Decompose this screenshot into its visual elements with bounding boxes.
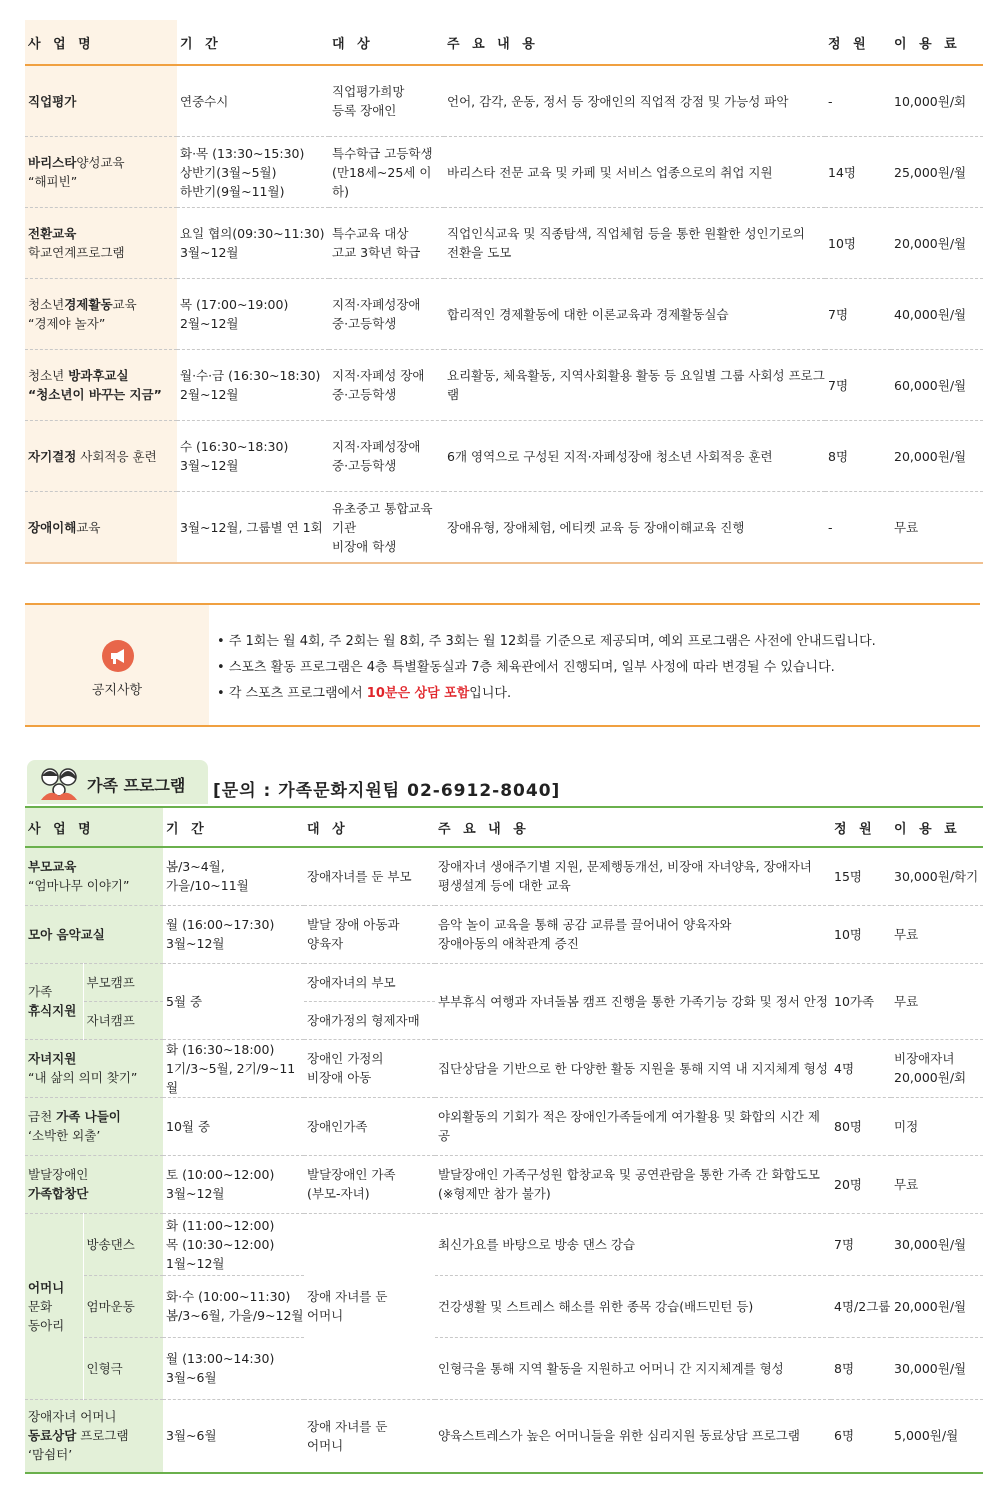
program-period: 수 (16:30~18:30) 3월~12월 xyxy=(177,421,329,492)
table-row xyxy=(25,1039,983,1097)
program-fee: 60,000원/월 xyxy=(891,350,983,421)
family-program-tab xyxy=(27,760,208,804)
program-content: 인형극을 통해 지역 활동을 지원하고 어머니 간 지지체계를 형성 xyxy=(435,1337,831,1399)
program-fee: 무료 xyxy=(891,492,983,564)
col-header-target: 대 상 xyxy=(329,20,444,65)
program-name: 발달장애인 가족합창단 xyxy=(25,1155,163,1213)
col-header-capacity: 정 원 xyxy=(825,20,891,65)
table-row xyxy=(25,1275,983,1337)
program-name: 장애자녀 어머니 동료상담 프로그램 ‘맘쉼터’ xyxy=(25,1399,163,1473)
program-capacity: 80명 xyxy=(831,1097,891,1155)
program-name: 모아 음악교실 xyxy=(25,905,163,963)
program-capacity: 10명 xyxy=(831,905,891,963)
program-group-name: 어머니 문화 동아리 xyxy=(25,1213,83,1399)
program-capacity: 6명 xyxy=(831,1399,891,1473)
program-period: 10월 중 xyxy=(163,1097,304,1155)
col-header-name: 사 업 명 xyxy=(25,20,177,65)
table-header-row xyxy=(25,807,983,847)
program-period: 화·수 (10:00~11:30) 봄/3~6월, 가을/9~12월 xyxy=(163,1275,304,1337)
family-icon xyxy=(37,766,83,800)
program-fee: 5,000원/월 xyxy=(891,1399,983,1473)
table-row xyxy=(25,1399,983,1473)
program-capacity: - xyxy=(825,65,891,137)
program-group-name: 가족 휴식지원 xyxy=(25,963,83,1039)
table-row xyxy=(25,905,983,963)
program-period: 3월~12월, 그룹별 연 1회 xyxy=(177,492,329,564)
table-row xyxy=(25,1097,983,1155)
program-name: 부모교육 “엄마나무 이야기” xyxy=(25,847,163,905)
table-row xyxy=(25,1337,983,1399)
program-content: 합리적인 경제활동에 대한 이론교육과 경제활동실습 xyxy=(444,279,825,350)
program-content: 최신가요를 바탕으로 방송 댄스 강습 xyxy=(435,1213,831,1275)
program-period: 요일 협의(09:30~11:30) 3월~12월 xyxy=(177,208,329,279)
program-content: 6개 영역으로 구성된 지적·자폐성장애 청소년 사회적응 훈련 xyxy=(444,421,825,492)
program-content: 야외활동의 기회가 적은 장애인가족들에게 여가활용 및 화합의 시간 제공 xyxy=(435,1097,831,1155)
program-capacity: 10가족 xyxy=(831,963,891,1039)
program-period: 월·수·금 (16:30~18:30) 2월~12월 xyxy=(177,350,329,421)
table-row xyxy=(25,492,983,564)
program-content: 발달장애인 가족구성원 합창교육 및 공연관람을 통한 가족 간 화합도모 (※형제만 참가 불가) xyxy=(435,1155,831,1213)
table-row xyxy=(25,1213,983,1275)
table-row xyxy=(25,963,983,1001)
program-fee: 10,000원/회 xyxy=(891,65,983,137)
notice-item: • 스포츠 활동 프로그램은 4층 특별활동실과 7층 체육관에서 진행되며, 일부 사정에 따라 변경될 수 있습니다. xyxy=(217,660,835,675)
program-period: 3월~6월 xyxy=(163,1399,304,1473)
program-fee: 20,000원/월 xyxy=(891,1275,983,1337)
program-table-1 xyxy=(25,20,983,564)
program-target: 지적·자폐성장애 중·고등학생 xyxy=(329,421,444,492)
program-content: 장애유형, 장애체험, 에티켓 교육 등 장애이해교육 진행 xyxy=(444,492,825,564)
program-target: 발달 장애 아동과 양육자 xyxy=(304,905,435,963)
col-header-fee: 이 용 료 xyxy=(891,807,983,847)
col-header-name: 사 업 명 xyxy=(25,807,163,847)
program-period: 월 (13:00~14:30) 3월~6월 xyxy=(163,1337,304,1399)
program-fee: 비장애자녀 20,000원/회 xyxy=(891,1039,983,1097)
program-content: 집단상담을 기반으로 한 다양한 활동 지원을 통해 지역 내 지지체계 형성 xyxy=(435,1039,831,1097)
program-fee: 20,000원/월 xyxy=(891,421,983,492)
program-target: 장애 자녀를 둔 어머니 xyxy=(304,1213,435,1399)
program-sub-name: 엄마운동 xyxy=(83,1275,163,1337)
program-fee: 미정 xyxy=(891,1097,983,1155)
program-content: 바리스타 전문 교육 및 카페 및 서비스 업종으로의 취업 지원 xyxy=(444,137,825,208)
notice-label: 공지사항 xyxy=(91,683,143,698)
program-fee: 30,000원/학기 xyxy=(891,847,983,905)
program-content: 양육스트레스가 높은 어머니들을 위한 심리지원 동료상담 프로그램 xyxy=(435,1399,831,1473)
col-header-period: 기 간 xyxy=(177,20,329,65)
program-content: 요리활동, 체육활동, 지역사회활용 활동 등 요일별 그룹 사회성 프로그램 xyxy=(444,350,825,421)
col-header-content: 주 요 내 용 xyxy=(444,20,825,65)
program-capacity: 20명 xyxy=(831,1155,891,1213)
program-content: 건강생활 및 스트레스 해소를 위한 종목 강습(배드민턴 등) xyxy=(435,1275,831,1337)
notice-item: • 각 스포츠 프로그램에서 10분은 상담 포함입니다. xyxy=(217,686,512,701)
program-period: 화 (16:30~18:00) 1기/3~5월, 2기/9~11월 xyxy=(163,1039,304,1097)
program-period: 화·목 (13:30~15:30) 상반기(3월~5월) 하반기(9월~11월) xyxy=(177,137,329,208)
program-fee: 40,000원/월 xyxy=(891,279,983,350)
program-content: 장애자녀 생애주기별 지원, 문제행동개선, 비장애 자녀양육, 장애자녀 평생설계 등에 대한 교육 xyxy=(435,847,831,905)
program-name: 전환교육 학교연계프로그램 xyxy=(25,208,177,279)
program-fee: 30,000원/월 xyxy=(891,1213,983,1275)
program-capacity: 8명 xyxy=(831,1337,891,1399)
program-period: 봄/3~4월, 가을/10~11월 xyxy=(163,847,304,905)
program-capacity: - xyxy=(825,492,891,564)
program-name: 청소년경제활동교육 “경제야 놀자” xyxy=(25,279,177,350)
table-row xyxy=(25,421,983,492)
table-row xyxy=(25,208,983,279)
table-row xyxy=(25,1155,983,1213)
program-period: 월 (16:00~17:30) 3월~12월 xyxy=(163,905,304,963)
table-row xyxy=(25,847,983,905)
program-target: 특수교육 대상 고교 3학년 학급 xyxy=(329,208,444,279)
program-capacity: 7명 xyxy=(825,350,891,421)
program-target: 지적·자폐성장애 중·고등학생 xyxy=(329,279,444,350)
col-header-capacity: 정 원 xyxy=(831,807,891,847)
program-target: 발달장애인 가족 (부모-자녀) xyxy=(304,1155,435,1213)
program-capacity: 15명 xyxy=(831,847,891,905)
program-target: 장애가정의 형제자매 xyxy=(304,1001,435,1039)
program-name: 자기결정 사회적응 훈련 xyxy=(25,421,177,492)
program-period: 화 (11:00~12:00) 목 (10:30~12:00) 1월~12월 xyxy=(163,1213,304,1275)
program-capacity: 14명 xyxy=(825,137,891,208)
program-name: 청소년 방과후교실 “청소년이 바꾸는 지금” xyxy=(25,350,177,421)
program-content: 언어, 감각, 운동, 정서 등 장애인의 직업적 강점 및 가능성 파악 xyxy=(444,65,825,137)
program-fee: 무료 xyxy=(891,1155,983,1213)
megaphone-icon xyxy=(102,640,134,672)
program-capacity: 4명 xyxy=(831,1039,891,1097)
program-sub-name: 인형극 xyxy=(83,1337,163,1399)
family-program-table xyxy=(25,806,983,1474)
table-row xyxy=(25,137,983,208)
col-header-content: 주 요 내 용 xyxy=(435,807,831,847)
program-sub-name: 자녀캠프 xyxy=(83,1001,163,1039)
notice-highlight: 10분은 상담 포함 xyxy=(366,686,470,701)
program-capacity: 7명 xyxy=(825,279,891,350)
program-capacity: 4명/2그룹 xyxy=(831,1275,891,1337)
col-header-target: 대 상 xyxy=(304,807,435,847)
program-name: 자녀지원 “내 삶의 의미 찾기” xyxy=(25,1039,163,1097)
program-target: 장애인가족 xyxy=(304,1097,435,1155)
program-target: 장애 자녀를 둔 어머니 xyxy=(304,1399,435,1473)
notice-list xyxy=(217,629,876,707)
program-name: 직업평가 xyxy=(25,65,177,137)
program-content: 음악 놀이 교육을 통해 공감 교류를 끌어내어 양육자와 장애아동의 애착관계 증진 xyxy=(435,905,831,963)
notice-box xyxy=(25,603,980,727)
table-header-row xyxy=(25,20,983,65)
program-capacity: 7명 xyxy=(831,1213,891,1275)
family-contact: [문의 : 가족문화지원팀 02-6912-8040] xyxy=(213,781,561,801)
notice-item: • 주 1회는 월 4회, 주 2회는 월 8회, 주 3회는 월 12회를 기준으로 제공되며, 예외 프로그램은 사전에 안내드립니다. xyxy=(217,634,876,649)
program-fee: 25,000원/월 xyxy=(891,137,983,208)
program-period: 목 (17:00~19:00) 2월~12월 xyxy=(177,279,329,350)
program-fee: 20,000원/월 xyxy=(891,208,983,279)
col-header-fee: 이 용 료 xyxy=(891,20,983,65)
program-name: 금천 가족 나들이 ‘소박한 외출’ xyxy=(25,1097,163,1155)
notice-label-panel xyxy=(25,605,209,725)
program-fee: 무료 xyxy=(891,905,983,963)
program-target: 장애자녀의 부모 xyxy=(304,963,435,1001)
program-period: 연중수시 xyxy=(177,65,329,137)
program-content: 부부휴식 여행과 자녀돌봄 캠프 진행을 통한 가족기능 강화 및 정서 안정 xyxy=(435,963,831,1039)
table-row xyxy=(25,65,983,137)
program-target: 지적·자폐성 장애 중·고등학생 xyxy=(329,350,444,421)
program-target: 장애인 가정의 비장애 아동 xyxy=(304,1039,435,1097)
program-name: 바리스타양성교육 “해피빈” xyxy=(25,137,177,208)
program-target: 특수학급 고등학생 (만18세~25세 이하) xyxy=(329,137,444,208)
program-target: 직업평가희망 등록 장애인 xyxy=(329,65,444,137)
program-fee: 무료 xyxy=(891,963,983,1039)
program-period: 토 (10:00~12:00) 3월~12월 xyxy=(163,1155,304,1213)
program-target: 장애자녀를 둔 부모 xyxy=(304,847,435,905)
program-capacity: 8명 xyxy=(825,421,891,492)
program-sub-name: 부모캠프 xyxy=(83,963,163,1001)
program-sub-name: 방송댄스 xyxy=(83,1213,163,1275)
table-row xyxy=(25,279,983,350)
program-name: 장애이해교육 xyxy=(25,492,177,564)
program-target: 유초중고 통합교육기관 비장애 학생 xyxy=(329,492,444,564)
col-header-period: 기 간 xyxy=(163,807,304,847)
program-capacity: 10명 xyxy=(825,208,891,279)
program-content: 직업인식교육 및 직종탐색, 직업체험 등을 통한 원활한 성인기로의 전환을 도모 xyxy=(444,208,825,279)
table-row xyxy=(25,350,983,421)
program-fee: 30,000원/월 xyxy=(891,1337,983,1399)
program-period: 5월 중 xyxy=(163,963,304,1039)
family-tab-label: 가족 프로그램 xyxy=(87,776,186,795)
